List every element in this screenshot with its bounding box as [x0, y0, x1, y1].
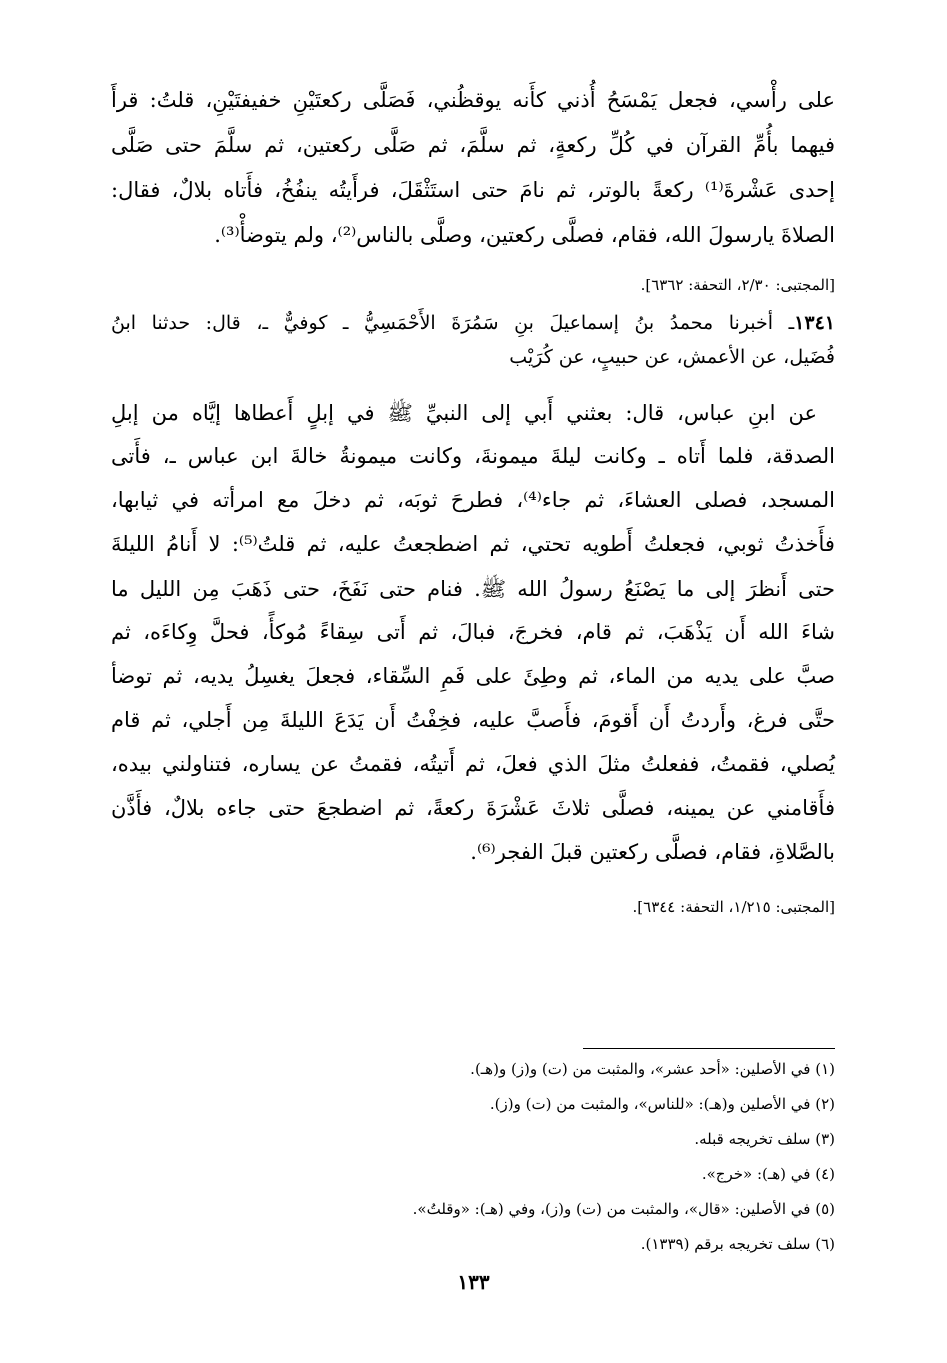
source-reference: [المجتبى: ١/٢١٥، التحفة: ٦٣٤٤]. — [632, 898, 835, 916]
text-line: فأَقامني عن يمينه، فصلَّى ثلاثَ عَشْرَةَ ركعةً، ثم اضطجعَ حتى جاءه بلالٌ، فأَذَّن — [111, 796, 835, 820]
footnote: (٥) في الأصلين: «قال»، والمثبت من (ت) و(ز)، وفي (هـ): «وقلتُ». — [412, 1200, 835, 1218]
text-line: حتى أَنظرَ إلى ما يَصْنَعُ رسولُ الله ﷺ. فنام حتى نَفَخَ، حتى ذَهَبَ مِن الليل ما — [111, 577, 835, 601]
footnote: (٣) سلف تخريجه قبله. — [694, 1130, 835, 1148]
page-number: ١٣٣ — [457, 1270, 490, 1294]
hadith-number: ١٣٤١ — [794, 312, 835, 334]
text-line: فأَخذتُ ثوبي، فجعلتُ أَطويه تحتي، ثم اضطجعتُ عليه، ثم قلتُ⁽⁵⁾: لا أَنامُ الليلةَ — [111, 532, 835, 556]
isnad-line — [111, 312, 835, 334]
text-line: صبَّ على يديه من الماء، ثم وطِئَ على فَمِ السِّقاء، فجعلَ يغسِلُ يديه، ثم توضأ — [111, 664, 835, 688]
footnote: (٢) في الأصلين و(هـ): «للناس»، والمثبت من (ت) و(ز). — [489, 1095, 835, 1113]
isnad-line: فُضَيل، عن الأعمش، عن حبيبٍ، عن كُرَيْب — [509, 346, 835, 368]
text-line: بالصَّلاةِ، فقام، فصلَّى ركعتين قبلَ الفجر⁽⁶⁾. — [470, 840, 835, 864]
footnote: (٤) في (هـ): «خرج». — [701, 1165, 835, 1183]
footnote: (٦) سلف تخريجه برقم (١٣٣٩). — [640, 1235, 835, 1253]
text-line: حتَّى فرغ، وأَردتُ أَن أَقومَ، فأَصبَّ عليه، فخِفْتُ أَن يَدَعَ الليلةَ مِن أَجلي، ثم قام — [111, 708, 836, 732]
text-line: الصدقة، فلما أَتاه ـ وكانت ليلةَ ميمونةَ، وكانت ميمونةُ خالةَ ابن عباس ـ، فأَتى — [111, 444, 835, 468]
text-line: فيهما بأُمِّ القرآن في كُلِّ ركعةٍ، ثم سلَّمَ، ثم صَلَّى ركعتين، ثم سلَّمَ حتى صَلَّى — [111, 133, 835, 157]
text-line: إحدى عَشْرةَ⁽¹⁾ ركعةً بالوتر، ثم نامَ حتى استَثْقَلَ، فرأَيتُه ينفُخُ، فأَتاه بلالٌ، فقال: — [111, 178, 835, 202]
text-line: عن ابنِ عباس، قال: بعثني أَبي إلى النبيِّ ﷺ في إبلٍ أَعطاها إيَّاه من إبلِ — [111, 401, 817, 425]
footnote-divider — [583, 1048, 835, 1049]
text-line: الصلاةَ يارسولَ الله، فقام، فصلَّى ركعتين، وصلَّى بالناس⁽²⁾، ولم يتوضأْ⁽³⁾. — [214, 223, 835, 247]
text-line: المسجد، فصلى العشاءَ، ثم جاء⁽⁴⁾، فطرحَ ثوبَه، ثم دخلَ مع امرأته في ثيابها، — [111, 488, 835, 512]
text-line: على رأْسي، فجعل يَمْسَحُ أُذني كأَنه يوقظُني، فَصَلَّى ركعتَيْنِ خفيفتَيْنِ، قلتُ: قرأَ — [111, 88, 835, 112]
footnote: (١) في الأصلين: «أحد عشر»، والمثبت من (ت) و(ز) و(هـ). — [470, 1060, 835, 1078]
source-reference: [المجتبى: ٢/٣٠، التحفة: ٦٣٦٢]. — [640, 276, 835, 294]
text-line: يُصلي، فقمتُ، ففعلتُ مثلَ الذي فعلَ، ثم أَتيتُه، فقمتُ عن يساره، فتناولني بيده، — [111, 752, 835, 776]
isnad-text: ـ أخبرنا محمدُ بنُ إسماعيلَ بنِ سَمُرَةَ الأَحْمَسِيُّ ـ كوفيٌّ ـ، قال: حدثنا ابنُ — [111, 312, 795, 334]
text-line: شاءَ الله أَن يَذْهَبَ، ثم قام، فخرجَ، فبالَ، ثم أَتى سِقاءً مُوكأً، فحلَّ وِكاءَه، ثم — [111, 620, 835, 644]
